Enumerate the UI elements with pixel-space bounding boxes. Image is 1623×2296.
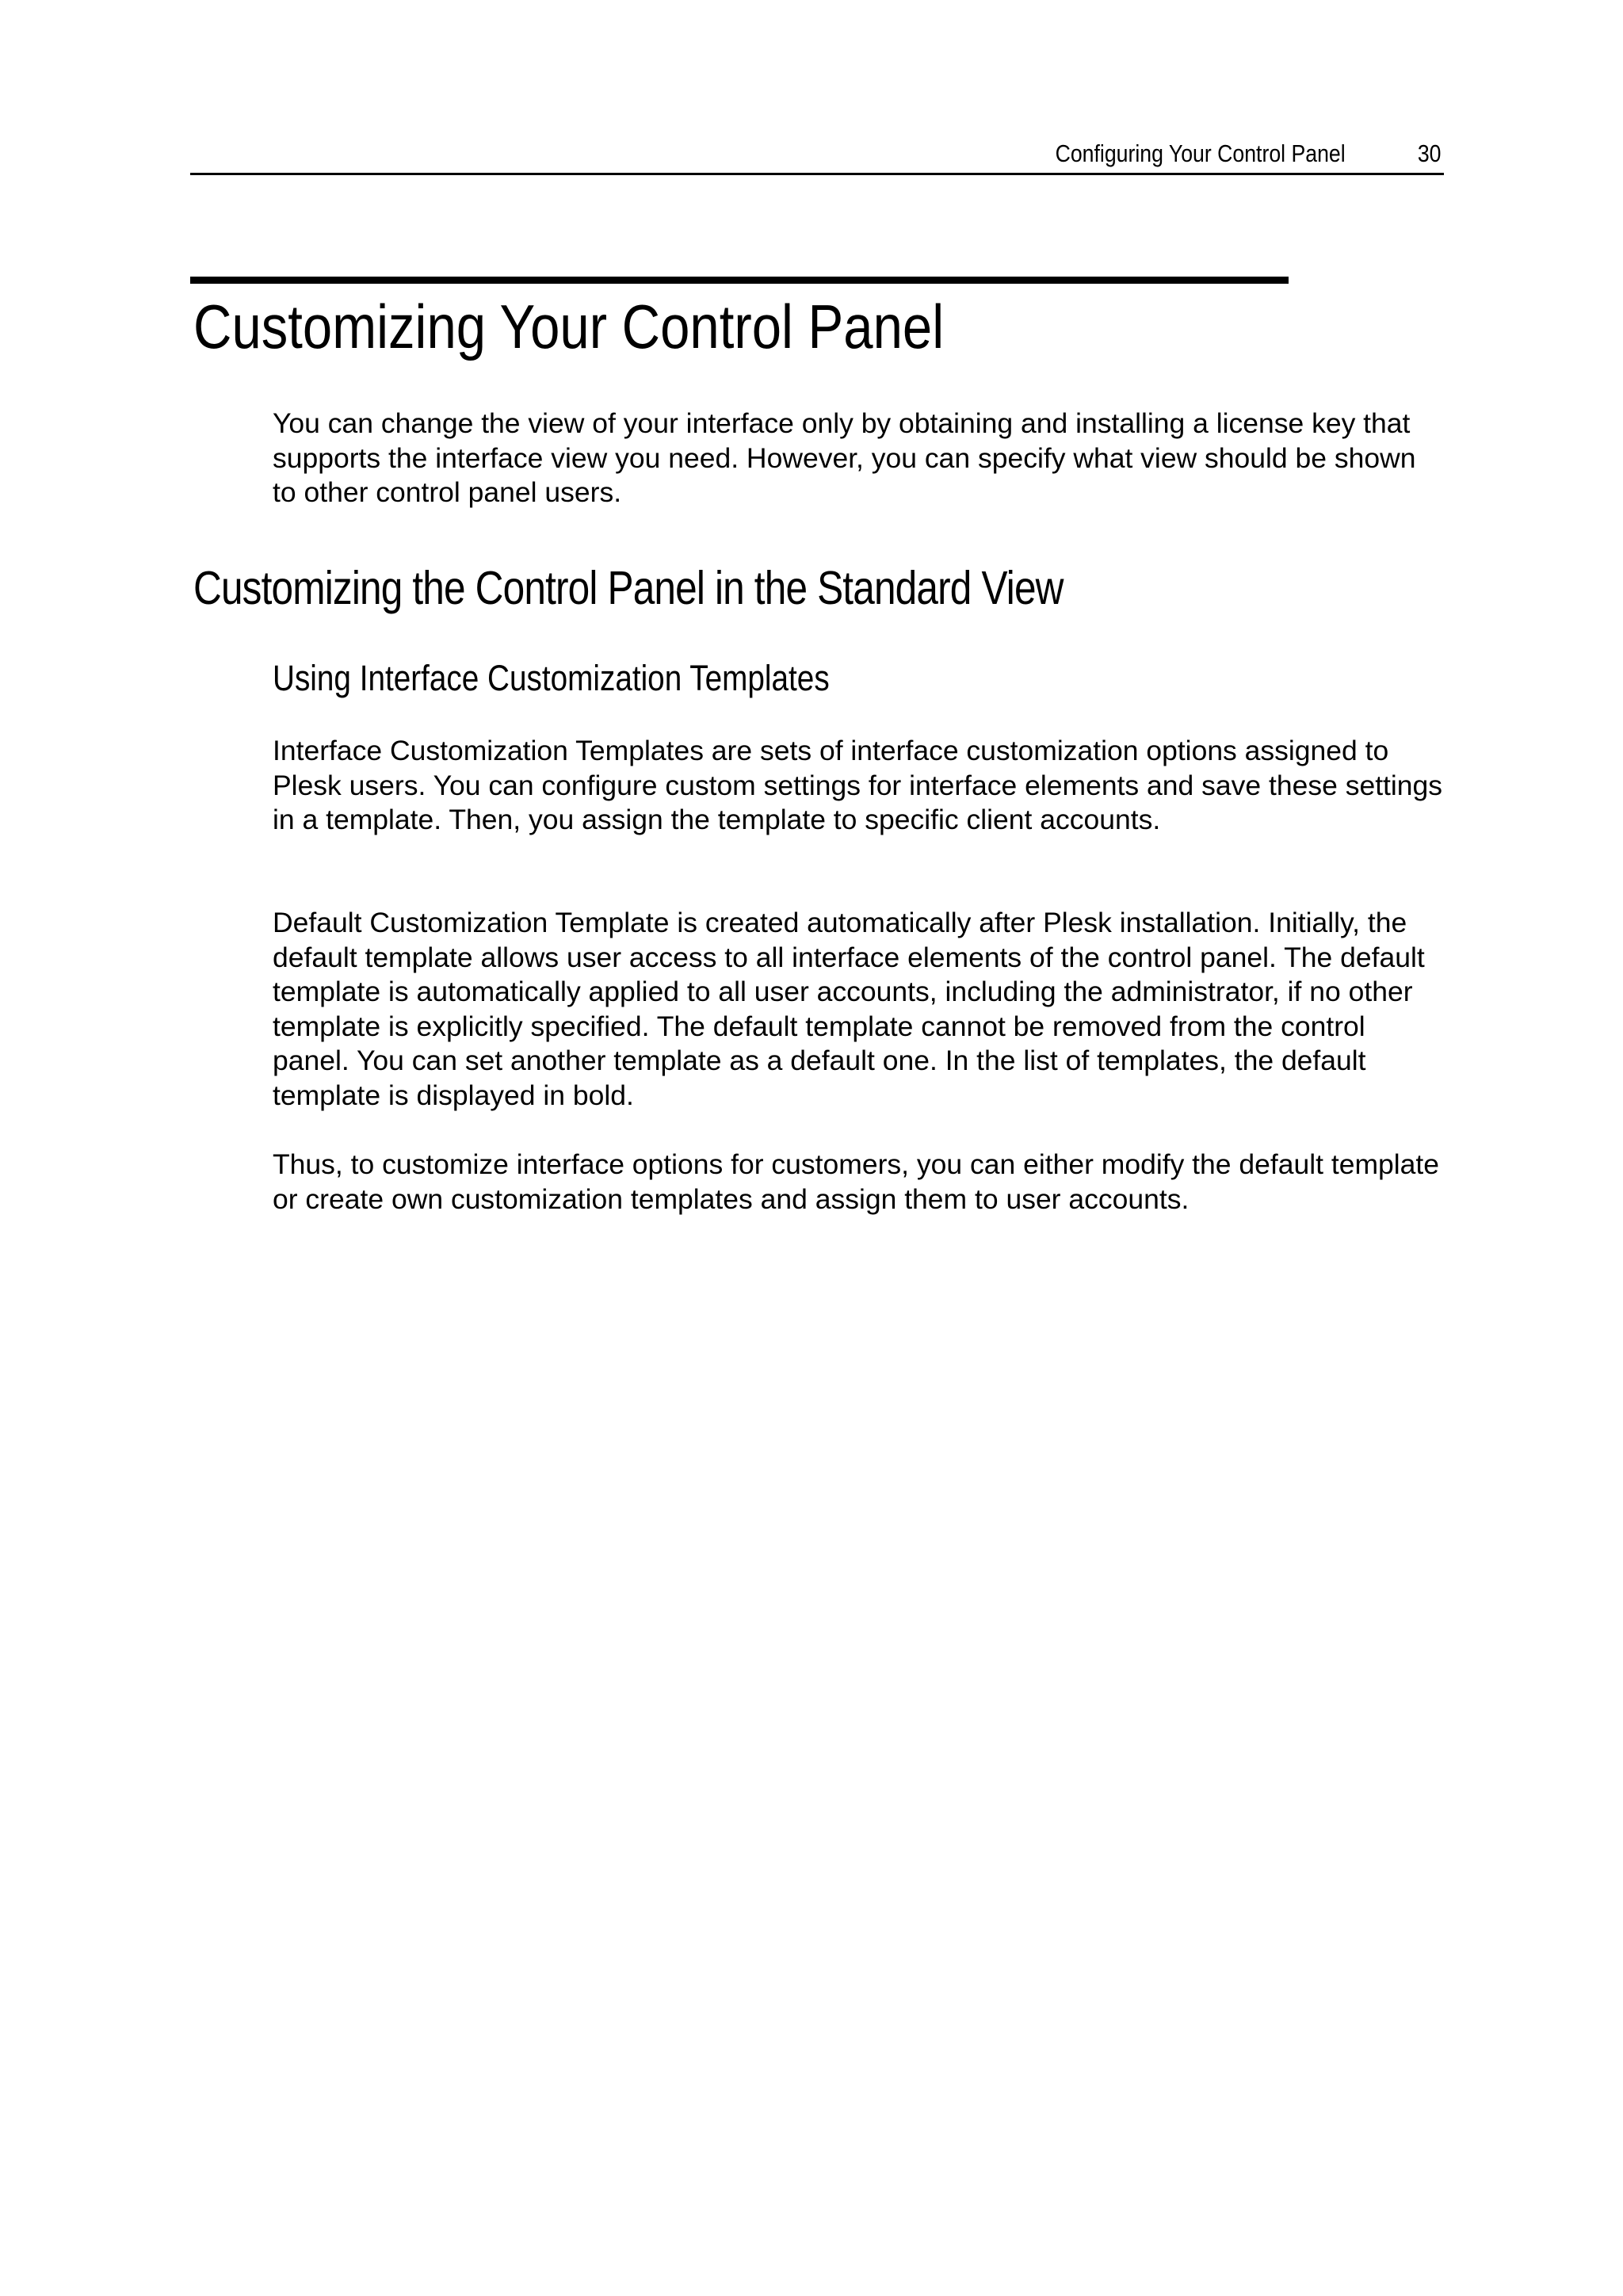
running-header <box>190 133 1444 175</box>
subsection-title: Using Interface Customization Templates <box>273 658 830 698</box>
chapter-rule <box>190 277 1289 284</box>
chapter-intro-paragraph: You can change the view of your interface only by obtaining and installing a license key that supports the interface view you need. However, you can specify what view should be shown to other control panel users. <box>273 407 1416 508</box>
body-paragraph-default-template: Default Customization Template is created automatically after Plesk installation. Initially, the default template allows user access to all interface elements of the control panel. The default template is automatically applied to all user accounts, including the administrator, if no other template is explicitly specified. The default template cannot be removed from the control panel. You can set another template as a default one. In the list of templates, the default template is displayed in bold. <box>273 907 1425 1111</box>
section-title: Customizing the Control Panel in the Standard View <box>193 562 1064 614</box>
page-number: 30 <box>1417 139 1441 167</box>
running-header-title: Configuring Your Control Panel <box>1055 139 1346 167</box>
body-paragraph-customize: Thus, to customize interface options for customers, you can either modify the default template or create own customization templates and assign them to user accounts. <box>273 1148 1440 1215</box>
chapter-title: Customizing Your Control Panel <box>193 292 945 361</box>
body-paragraph-templates: Interface Customization Templates are sets of interface customization options assigned to Plesk users. You can configure custom settings for interface elements and save these settings in a template. Then, you assign the template to specific client accounts. <box>273 735 1443 835</box>
